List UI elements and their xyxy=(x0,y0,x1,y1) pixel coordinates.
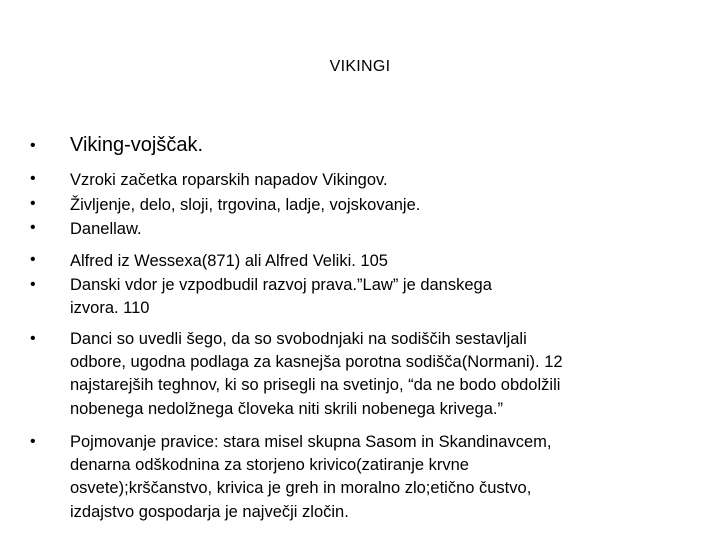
list-item-text xyxy=(70,431,710,524)
text-line: odbore, ugodna podlaga za kasnejša porotna sodišča(Normani). 12 xyxy=(70,353,563,372)
slide-title: VIKINGI xyxy=(329,58,391,75)
list-item-text xyxy=(70,133,710,157)
list-item-text xyxy=(70,274,710,320)
text-line: Danski vdor je vzpodbudil razvoj prava.”Law” je danskega xyxy=(70,276,492,294)
text-line: nobenega nedolžnega človeka niti skrili nobenega krivega.” xyxy=(70,399,503,418)
text-line: Vzroki začetka roparskih napadov Vikingov. xyxy=(70,171,388,189)
bullet-icon: • xyxy=(30,330,36,347)
bullet-icon: • xyxy=(30,276,36,293)
text-line: denarna odškodnina za storjeno krivico(zatiranje krvne xyxy=(70,456,469,475)
bullet-icon: • xyxy=(30,170,36,187)
list-item-text xyxy=(70,168,710,192)
bullet-icon: • xyxy=(30,219,36,236)
text-line: Alfred iz Wessexa(871) ali Alfred Veliki. 105 xyxy=(70,252,388,270)
text-line: izvora. 110 xyxy=(70,299,150,318)
text-line: osvete);krščanstvo, krivica je greh in moralno zlo;etično čustvo, xyxy=(70,479,532,498)
bullet-icon: • xyxy=(30,195,36,212)
text-line: Življenje, delo, sloji, trgovina, ladje, vojskovanje. xyxy=(70,196,421,214)
text-line: Viking-vojščak. xyxy=(70,134,204,156)
bullet-icon: • xyxy=(30,433,36,450)
bullet-icon: • xyxy=(30,137,36,154)
list-item-text xyxy=(70,217,710,241)
text-line: izdajstvo gospodarja je največji zločin. xyxy=(70,502,349,521)
list-item-text xyxy=(70,328,710,421)
text-line: Pojmovanje pravice: stara misel skupna Sasom in Skandinavcem, xyxy=(70,433,552,451)
text-line: Danci so uvedli šego, da so svobodnjaki na sodiščih sestavljali xyxy=(70,330,527,348)
list-item-text xyxy=(70,249,710,273)
bullet-icon: • xyxy=(30,251,36,268)
text-line: Danellaw. xyxy=(70,220,142,238)
list-item-text xyxy=(70,193,710,217)
text-line: najstarejših teghnov, ki so prisegli na svetinjo, “da ne bodo obdolžili xyxy=(70,376,561,395)
